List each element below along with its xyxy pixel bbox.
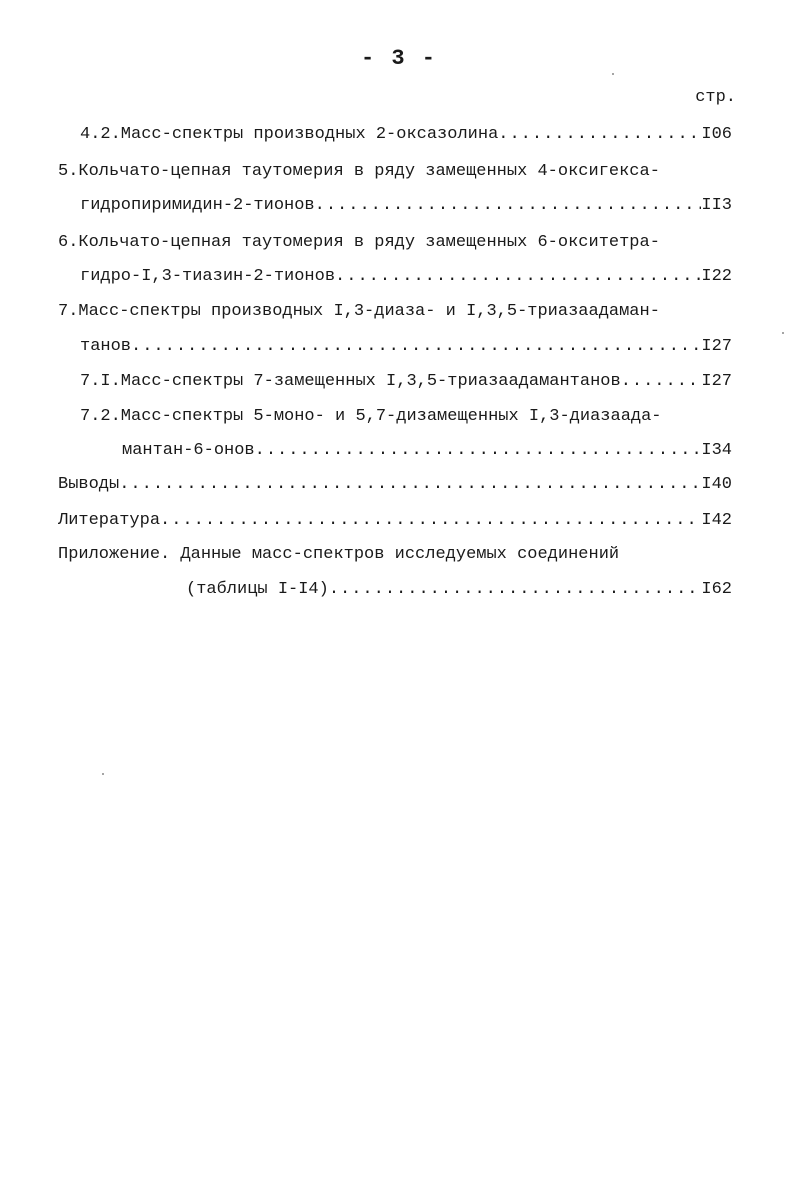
toc-entry (58, 508, 732, 534)
toc-entry-title: гидропиримидин-2-тионов (80, 196, 315, 215)
leader-dots (131, 334, 701, 360)
scan-speck (782, 332, 784, 334)
toc-entry-title: 4.2.Масс-спектры производных 2-оксазолина (80, 125, 499, 144)
toc-entry-title: (таблицы I-I4) (186, 580, 329, 599)
toc-entry-page: I62 (701, 580, 732, 599)
leader-dots (329, 577, 702, 603)
toc-entry-page: I22 (701, 267, 732, 286)
leader-dots (160, 508, 701, 534)
page-number: - 3 - (360, 46, 437, 71)
toc-entry (122, 438, 732, 464)
leader-dots (119, 472, 701, 498)
scan-speck (102, 773, 104, 775)
toc-entry (186, 577, 732, 603)
toc-entry-page: I27 (701, 372, 732, 391)
toc-entry-page: I40 (701, 475, 732, 494)
page-column-label: стр. (695, 88, 736, 107)
toc-entry-line: 5.Кольчато-цепная таутомерия в ряду замещенных 4-оксигекса- (58, 162, 660, 181)
toc-entry-page: II3 (701, 196, 732, 215)
toc-entry-line: 6.Кольчато-цепная таутомерия в ряду замещенных 6-окситетра- (58, 233, 660, 252)
leader-dots (315, 193, 702, 219)
toc-entry-title: гидро-I,3-тиазин-2-тионов (80, 267, 336, 286)
toc-entry-title: танов (80, 337, 132, 356)
toc-entry-title: 7.I.Масс-спектры 7-замещенных I,3,5-триазаадамантанов (80, 372, 621, 391)
scan-speck (612, 73, 614, 75)
toc-entry-title: Литература (58, 511, 161, 530)
toc-entry-line: Приложение. Данные масс-спектров исследуемых соединений (58, 545, 620, 564)
toc-entry-line: 7.Масс-спектры производных I,3-диаза- и I,3,5-триазаадаман- (58, 302, 660, 321)
leader-dots (335, 264, 701, 290)
toc-entry-line: 7.2.Масс-спектры 5-моно- и 5,7-дизамещенных I,3-диазаада- (80, 407, 662, 426)
toc-entry (80, 334, 732, 360)
toc-entry (58, 472, 732, 498)
leader-dots (498, 122, 701, 148)
leader-dots (621, 369, 702, 395)
toc-entry-title: Выводы (58, 475, 120, 494)
toc-entry (80, 122, 732, 148)
toc-entry-page: I42 (701, 511, 732, 530)
toc-entry-page: I34 (701, 441, 732, 460)
toc-entry (80, 193, 732, 219)
toc-entry-title: мантан-6-онов (122, 441, 255, 460)
toc-entry (80, 369, 732, 395)
leader-dots (255, 438, 702, 464)
toc-entry (80, 264, 732, 290)
toc-entry-page: I27 (701, 337, 732, 356)
toc-entry-page: I06 (701, 125, 732, 144)
